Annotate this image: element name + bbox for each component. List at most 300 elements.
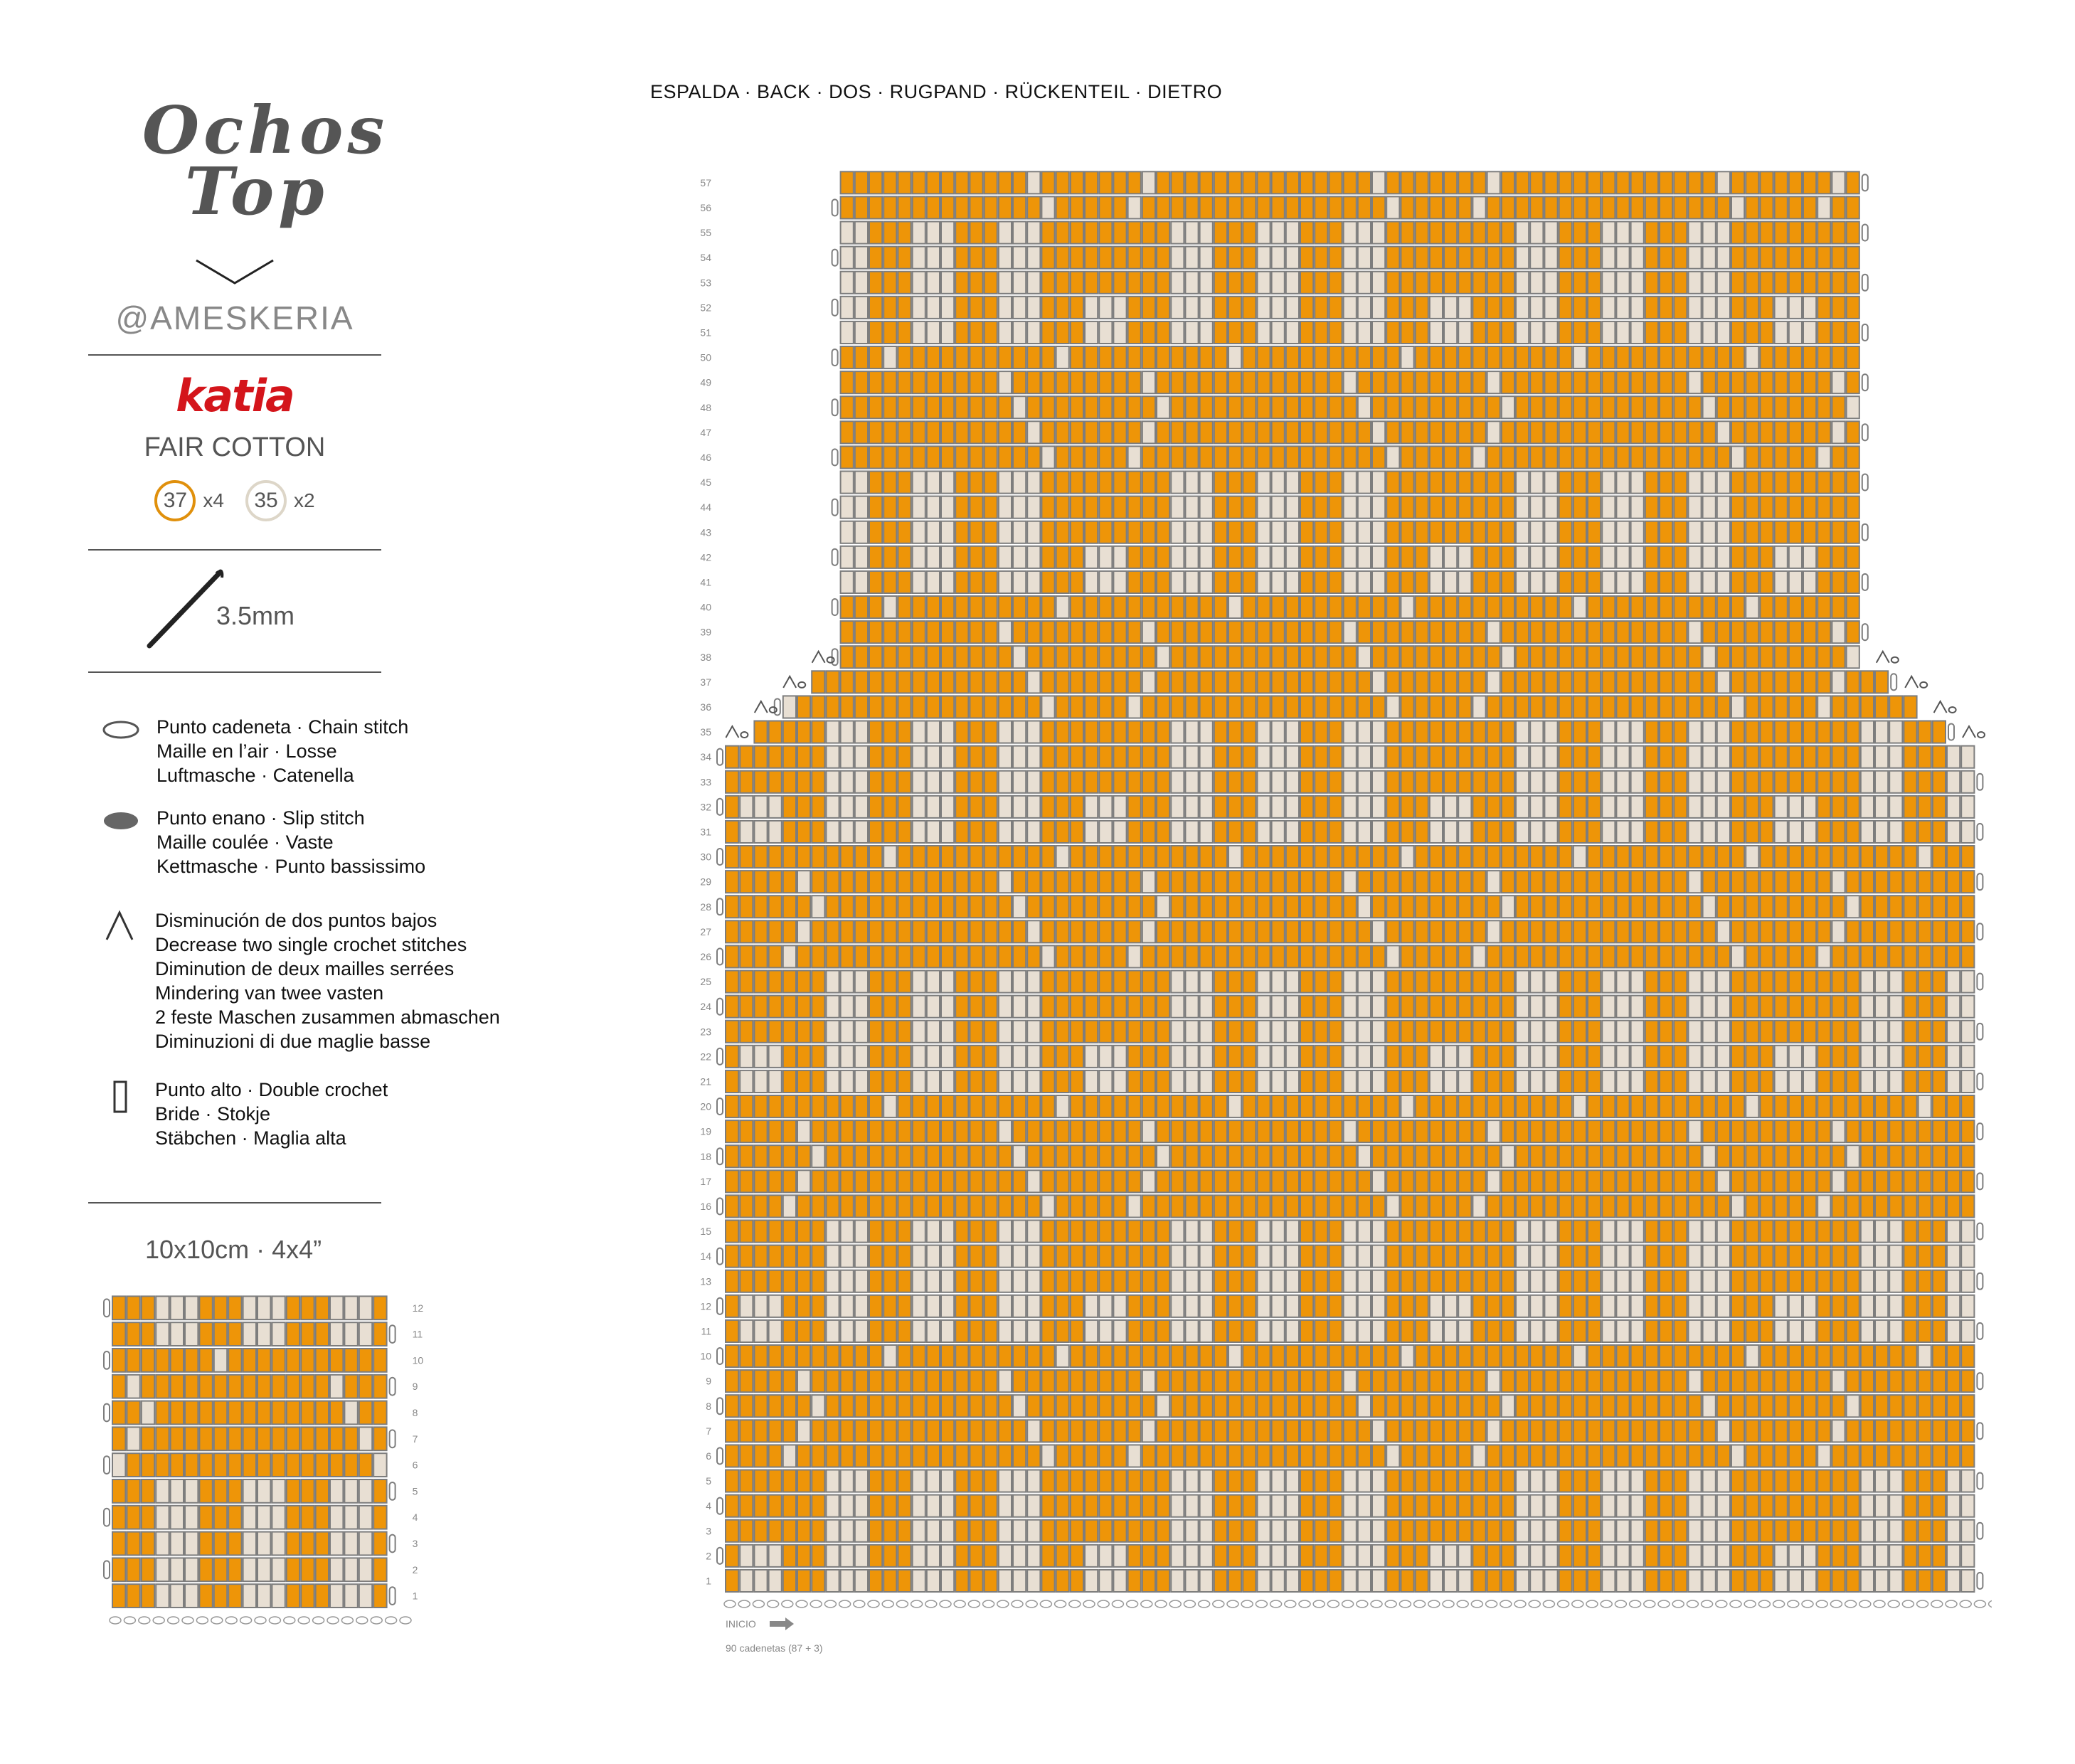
stitch [1416, 1221, 1428, 1243]
stitch [1401, 1545, 1413, 1567]
stitch [1516, 546, 1529, 568]
stitch [1315, 596, 1327, 618]
stitch [1502, 1445, 1514, 1467]
stitch [841, 1570, 854, 1592]
stitch [1688, 1245, 1701, 1268]
stitch [1444, 1420, 1457, 1442]
chart-row [717, 846, 1974, 868]
stitch [869, 1420, 882, 1442]
stitch [1085, 846, 1098, 868]
stitch [1358, 1245, 1371, 1268]
stitch [1904, 1320, 1916, 1342]
stitch [1847, 796, 1859, 818]
stitch [740, 1545, 753, 1567]
stitch [1113, 721, 1126, 743]
stitch [1616, 1545, 1629, 1567]
stitch [1444, 272, 1457, 294]
stitch [1257, 1320, 1270, 1342]
stitch [1731, 871, 1744, 893]
stitch [812, 896, 824, 918]
stitch [1847, 222, 1859, 244]
turning-chain-icon [104, 1509, 110, 1526]
stitch [1746, 621, 1758, 643]
stitch [1185, 297, 1198, 319]
stitch [1760, 771, 1773, 793]
stitch [1200, 1120, 1213, 1142]
stitch [1157, 1046, 1169, 1068]
stitch [1157, 1295, 1169, 1317]
stitch [1947, 1095, 1960, 1117]
stitch [1602, 1245, 1615, 1268]
stitch [726, 821, 738, 843]
stitch [812, 671, 824, 693]
stitch [883, 1345, 896, 1367]
chart-row [841, 621, 1868, 643]
stitch [985, 1070, 997, 1093]
stitch [1961, 1370, 1974, 1392]
stitch [1660, 421, 1672, 443]
stitch [1200, 1170, 1213, 1192]
stitch [1660, 1245, 1672, 1268]
stitch [1386, 1295, 1399, 1317]
stitch [185, 1401, 198, 1425]
stitch [1631, 496, 1644, 519]
stitch [1472, 596, 1485, 618]
stitch [1832, 1520, 1845, 1542]
stitch [754, 771, 767, 793]
stitch [1329, 1495, 1342, 1517]
turning-chain-icon [832, 399, 838, 415]
stitch [985, 196, 997, 218]
stitch [1013, 1021, 1026, 1043]
stitch [1688, 871, 1701, 893]
stitch [1817, 746, 1830, 768]
row-number: 4 [412, 1511, 418, 1524]
stitch [1487, 1245, 1500, 1268]
stitch [769, 1095, 782, 1117]
stitch [985, 821, 997, 843]
stitch [1416, 871, 1428, 893]
stitch [1214, 746, 1227, 768]
stitch [1085, 1570, 1098, 1592]
stitch [1875, 1520, 1888, 1542]
stitch [1933, 746, 1946, 768]
stitch [913, 1245, 925, 1268]
stitch [1286, 472, 1299, 494]
stitch [1616, 1145, 1629, 1167]
stitch [1731, 1120, 1744, 1142]
stitch [301, 1453, 314, 1477]
stitch [1257, 1070, 1270, 1093]
stitch [1832, 247, 1845, 269]
row-number: 14 [700, 1250, 711, 1263]
stitch [1085, 1145, 1098, 1167]
stitch [1157, 1195, 1169, 1217]
stitch [1300, 297, 1313, 319]
stitch [1329, 796, 1342, 818]
stitch [754, 896, 767, 918]
stitch [1933, 920, 1946, 942]
stitch [1487, 1046, 1500, 1068]
stitch [1602, 571, 1615, 593]
chain-stitch-icon [341, 1617, 353, 1624]
turning-chain-icon [1977, 1323, 1983, 1339]
stitch [1214, 1495, 1227, 1517]
stitch [1544, 272, 1557, 294]
stitch [1444, 1520, 1457, 1542]
stitch [1027, 247, 1040, 269]
stitch [1200, 1270, 1213, 1292]
stitch [1056, 247, 1069, 269]
row-number: 1 [412, 1590, 418, 1602]
stitch [740, 945, 753, 967]
stitch [841, 446, 854, 468]
stitch [1329, 1095, 1342, 1117]
stitch [1228, 1445, 1241, 1467]
stitch [841, 1320, 854, 1342]
stitch [898, 1545, 911, 1567]
stitch [1329, 371, 1342, 393]
row-number: 52 [700, 302, 711, 314]
stitch [869, 846, 882, 868]
stitch [1071, 297, 1083, 319]
stitch [1760, 1345, 1773, 1367]
stitch [1372, 446, 1385, 468]
stitch [1645, 371, 1658, 393]
stitch [1703, 1345, 1716, 1367]
stitch [1660, 746, 1672, 768]
stitch [1099, 1570, 1112, 1592]
turning-chain-icon [717, 1148, 723, 1164]
stitch [726, 945, 738, 967]
stitch [1128, 1095, 1141, 1117]
stitch [1344, 196, 1357, 218]
row-number: 21 [700, 1075, 711, 1088]
stitch [754, 746, 767, 768]
stitch [1559, 1570, 1572, 1592]
stitch [1516, 1545, 1529, 1567]
stitch [1472, 247, 1485, 269]
stitch [841, 1021, 854, 1043]
stitch [1674, 1495, 1687, 1517]
stitch [1142, 521, 1155, 543]
stitch [1616, 846, 1629, 868]
stitch [1889, 1021, 1902, 1043]
stitch [999, 771, 1012, 793]
stitch [1502, 222, 1514, 244]
stitch [112, 1479, 125, 1503]
stitch [1099, 1245, 1112, 1268]
stitch [1574, 646, 1586, 668]
stitch [754, 1520, 767, 1542]
stitch [841, 222, 854, 244]
stitch [1041, 472, 1054, 494]
stitch [1358, 1420, 1371, 1442]
stitch [1602, 1120, 1615, 1142]
stitch [1344, 1470, 1357, 1492]
stitch [1444, 396, 1457, 418]
stitch [1530, 1021, 1543, 1043]
stitch [1300, 821, 1313, 843]
stitch [1803, 1295, 1816, 1317]
stitch [1544, 871, 1557, 893]
stitch [1616, 322, 1629, 344]
stitch [1272, 346, 1285, 368]
stitch [883, 1545, 896, 1567]
stitch [1789, 396, 1802, 418]
stitch [1487, 1145, 1500, 1167]
stitch [999, 1445, 1012, 1467]
stitch [1502, 472, 1514, 494]
stitch [1099, 1470, 1112, 1492]
stitch [1731, 521, 1744, 543]
stitch [1386, 771, 1399, 793]
stitch [1472, 971, 1485, 993]
stitch [1588, 571, 1601, 593]
stitch [1300, 696, 1313, 718]
stitch [826, 1195, 839, 1217]
stitch [1142, 222, 1155, 244]
stitch [913, 771, 925, 793]
stitch [1329, 996, 1342, 1018]
stitch [1817, 396, 1830, 418]
stitch [841, 796, 854, 818]
stitch [1099, 421, 1112, 443]
stitch [855, 1520, 868, 1542]
stitch [1113, 621, 1126, 643]
stitch [1386, 571, 1399, 593]
stitch [1832, 920, 1845, 942]
stitch [855, 1095, 868, 1117]
stitch [927, 1470, 940, 1492]
stitch [883, 1420, 896, 1442]
stitch [1947, 1270, 1960, 1292]
stitch [1243, 322, 1256, 344]
stitch [1300, 920, 1313, 942]
stitch [1616, 1420, 1629, 1442]
stitch [1817, 945, 1830, 967]
stitch [769, 1145, 782, 1167]
stitch [1803, 421, 1816, 443]
stitch [1832, 646, 1845, 668]
stitch [1257, 846, 1270, 868]
chart-row [841, 472, 1868, 494]
stitch [1300, 945, 1313, 967]
stitch [1430, 871, 1443, 893]
stitch [1444, 871, 1457, 893]
stitch [1185, 846, 1198, 868]
stitch [1631, 247, 1644, 269]
stitch [1272, 1295, 1285, 1317]
stitch [1344, 1095, 1357, 1117]
stitch [1171, 446, 1184, 468]
stitch [142, 1479, 154, 1503]
stitch [927, 1070, 940, 1093]
stitch [1157, 1495, 1169, 1517]
stitch [1919, 1470, 1931, 1492]
stitch [1559, 1470, 1572, 1492]
stitch [1875, 1170, 1888, 1192]
stitch [1228, 1545, 1241, 1567]
stitch [883, 1520, 896, 1542]
stitch [1660, 546, 1672, 568]
stitch [1200, 521, 1213, 543]
stitch [1789, 1245, 1802, 1268]
stitch [1401, 1370, 1413, 1392]
stitch [985, 621, 997, 643]
stitch [1889, 1046, 1902, 1068]
stitch [955, 821, 968, 843]
stitch [1257, 1345, 1270, 1367]
stitch [1544, 821, 1557, 843]
stitch [898, 621, 911, 643]
stitch [1616, 1070, 1629, 1093]
stitch [841, 297, 854, 319]
stitch [1487, 746, 1500, 768]
stitch [1128, 821, 1141, 843]
stitch [1027, 1295, 1040, 1317]
stitch [171, 1427, 184, 1450]
stitch [1760, 746, 1773, 768]
chart-row [726, 871, 1983, 893]
stitch [999, 196, 1012, 218]
stitch [1372, 696, 1385, 718]
stitch [1041, 1320, 1054, 1342]
stitch [1272, 1470, 1285, 1492]
stitch [1056, 1370, 1069, 1392]
stitch [1315, 996, 1327, 1018]
stitch [898, 196, 911, 218]
stitch [1775, 1195, 1788, 1217]
stitch [1243, 646, 1256, 668]
stitch [1027, 646, 1040, 668]
stitch [1832, 1070, 1845, 1093]
stitch [1616, 1370, 1629, 1392]
stitch [1257, 421, 1270, 443]
stitch [826, 1295, 839, 1317]
stitch [1099, 746, 1112, 768]
stitch [1904, 1295, 1916, 1317]
stitch [1286, 920, 1299, 942]
stitch [1142, 1046, 1155, 1068]
stitch [1746, 971, 1758, 993]
stitch [1444, 746, 1457, 768]
stitch [1444, 1070, 1457, 1093]
stitch [1832, 1470, 1845, 1492]
stitch [1487, 297, 1500, 319]
stitch [1257, 496, 1270, 519]
stitch [812, 846, 824, 868]
stitch [1200, 1145, 1213, 1167]
stitch [1200, 1370, 1213, 1392]
stitch [855, 1370, 868, 1392]
stitch [1775, 1170, 1788, 1192]
stitch [927, 1270, 940, 1292]
stitch [1731, 1345, 1744, 1367]
stitch [1817, 696, 1830, 718]
stitch [1703, 646, 1716, 668]
stitch [1416, 446, 1428, 468]
stitch [1530, 1495, 1543, 1517]
turning-chain-icon [717, 849, 723, 865]
stitch [1344, 996, 1357, 1018]
stitch [1544, 796, 1557, 818]
stitch [1013, 1046, 1026, 1068]
stitch [826, 721, 839, 743]
stitch [1085, 297, 1098, 319]
stitch [1703, 846, 1716, 868]
stitch [1243, 1221, 1256, 1243]
stitch [1344, 1021, 1357, 1043]
stitch [898, 1221, 911, 1243]
stitch [1157, 346, 1169, 368]
stitch [1631, 1370, 1644, 1392]
stitch [1358, 821, 1371, 843]
stitch [1430, 1345, 1443, 1367]
stitch [1056, 771, 1069, 793]
stitch [1789, 971, 1802, 993]
stitch [1430, 1070, 1443, 1093]
stitch [1688, 696, 1701, 718]
stitch [1085, 222, 1098, 244]
stitch [1056, 746, 1069, 768]
stitch [1113, 1070, 1126, 1093]
stitch [1947, 1046, 1960, 1068]
stitch [287, 1322, 299, 1346]
stitch [1041, 696, 1054, 718]
stitch [869, 1195, 882, 1217]
stitch [883, 1370, 896, 1392]
stitch [1300, 596, 1313, 618]
stitch [797, 1295, 810, 1317]
stitch [1645, 1095, 1658, 1117]
row-number: 19 [700, 1125, 711, 1137]
stitch [156, 1479, 169, 1503]
stitch [797, 796, 810, 818]
stitch [754, 1395, 767, 1417]
stitch [1300, 1570, 1313, 1592]
stitch [740, 971, 753, 993]
stitch [1329, 322, 1342, 344]
stitch [1502, 521, 1514, 543]
stitch [1027, 871, 1040, 893]
stitch [1214, 396, 1227, 418]
stitch [999, 472, 1012, 494]
stitch [1372, 596, 1385, 618]
stitch [985, 371, 997, 393]
stitch [941, 771, 954, 793]
stitch [1200, 546, 1213, 568]
stitch [1703, 1570, 1716, 1592]
row-number: 53 [700, 277, 711, 289]
stitch [1013, 1270, 1026, 1292]
stitch [726, 1221, 738, 1243]
stitch [1875, 1445, 1888, 1467]
stitch [142, 1558, 154, 1581]
stitch [1861, 1295, 1874, 1317]
stitch [1645, 421, 1658, 443]
stitch [955, 1320, 968, 1342]
stitch [1861, 746, 1874, 768]
stitch [1530, 472, 1543, 494]
stitch [1185, 446, 1198, 468]
stitch [1803, 571, 1816, 593]
stitch [1559, 1520, 1572, 1542]
stitch [1516, 696, 1529, 718]
stitch [1688, 546, 1701, 568]
stitch [1674, 871, 1687, 893]
chart-row [841, 421, 1868, 443]
